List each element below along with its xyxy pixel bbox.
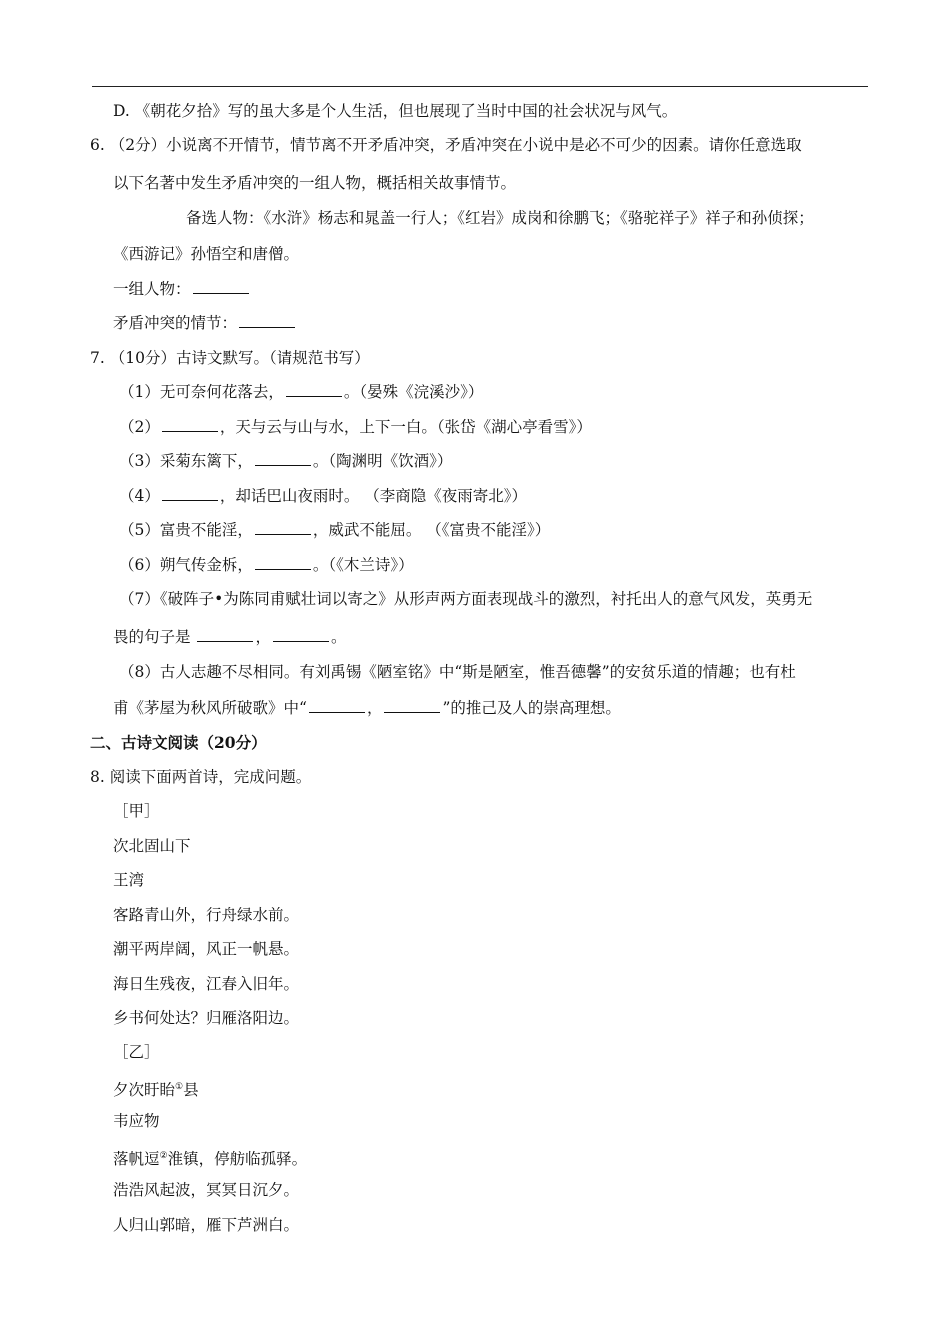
answer-blank[interactable] bbox=[309, 698, 365, 713]
poem-1-line: 客路青山外，行舟绿水前。 bbox=[113, 906, 300, 924]
answer-blank[interactable] bbox=[193, 279, 249, 294]
poem-2-title: 夕次盱眙①县 bbox=[113, 1081, 199, 1099]
answer-blank[interactable] bbox=[273, 627, 329, 642]
recite-item-7: （7）《破阵子•为陈同甫赋壮词以寄之》从形声两方面表现战斗的激烈，衬托出人的意气风发，英勇无 bbox=[119, 590, 813, 608]
recite-item-8: （8）古人志趣不尽相同。有刘禹锡《陋室铭》中“斯是陋室，惟吾德馨”的安贫乐道的情趣；也有杜 bbox=[119, 663, 796, 681]
poem-1-line: 潮平两岸阔，风正一帆悬。 bbox=[113, 940, 300, 958]
footnote-marker: ① bbox=[175, 1082, 184, 1092]
recite-item-1: （1）无可奈何花落去， 。（晏殊《浣溪沙》） bbox=[119, 383, 484, 401]
recite-item-4: （4） ，却话巴山夜雨时。 （李商隐《夜雨寄北》） bbox=[119, 487, 528, 505]
recite-item-5: （5）富贵不能淫， ，威武不能屈。 （《富贵不能淫》） bbox=[119, 521, 551, 539]
answer-blank[interactable] bbox=[255, 520, 311, 535]
question-7-stem: 7. （10分）古诗文默写。（请规范书写） bbox=[90, 349, 370, 367]
recite-item-8-cont: 甫《茅屋为秋风所破歌》中“ ， ”的推己及人的崇高理想。 bbox=[113, 699, 621, 717]
answer-plot: 矛盾冲突的情节： bbox=[113, 313, 297, 333]
answer-blank[interactable] bbox=[384, 698, 440, 713]
answer-blank[interactable] bbox=[286, 382, 342, 397]
recite-item-7-cont: 畏的句子是 ， 。 bbox=[113, 628, 347, 646]
poem-2-line: 人归山郭暗，雁下芦洲白。 bbox=[113, 1216, 300, 1234]
poem-2-author: 韦应物 bbox=[113, 1112, 160, 1130]
poem-1-line: 海日生残夜，江春入旧年。 bbox=[113, 975, 300, 993]
answer-blank[interactable] bbox=[162, 417, 218, 432]
answer-blank[interactable] bbox=[239, 313, 295, 328]
recite-item-3: （3）采菊东篱下， 。（陶渊明《饮酒》） bbox=[119, 452, 453, 470]
recite-item-6: （6）朔气传金柝， 。（《木兰诗》） bbox=[119, 556, 414, 574]
candidate-characters-cont: 《西游记》孙悟空和唐僧。 bbox=[113, 245, 300, 263]
question-6-stem: 6. （2分）小说离不开情节，情节离不开矛盾冲突，矛盾冲突在小说中是必不可少的因素。请你任意选取 bbox=[90, 136, 802, 154]
question-8-stem: 8. 阅读下面两首诗，完成问题。 bbox=[90, 768, 312, 786]
recite-item-2: （2） ，天与云与山与水，上下一白。（张岱《湖心亭看雪》） bbox=[119, 418, 592, 436]
poem-2-tag: ［乙］ bbox=[113, 1043, 160, 1061]
answer-blank[interactable] bbox=[162, 486, 218, 501]
answer-blank[interactable] bbox=[255, 451, 311, 466]
answer-characters: 一组人物： bbox=[113, 279, 251, 299]
poem-1-title: 次北固山下 bbox=[113, 837, 191, 855]
candidate-characters: 备选人物：《水浒》杨志和晁盖一行人；《红岩》成岗和徐鹏飞；《骆驼祥子》祥子和孙侦探； bbox=[186, 209, 814, 227]
footnote-marker: ② bbox=[159, 1151, 168, 1161]
poem-2-line: 浩浩风起波，冥冥日沉夕。 bbox=[113, 1181, 300, 1199]
question-6-stem-cont: 以下名著中发生矛盾冲突的一组人物，概括相关故事情节。 bbox=[113, 174, 517, 192]
poem-2-line: 落帆逗②淮镇，停舫临孤驿。 bbox=[113, 1150, 308, 1168]
section-2-heading: 二、古诗文阅读（20分） bbox=[90, 733, 267, 752]
header-rule bbox=[92, 86, 868, 87]
option-d: D. 《朝花夕拾》写的虽大多是个人生活，但也展现了当时中国的社会状况与风气。 bbox=[113, 102, 678, 120]
answer-blank[interactable] bbox=[255, 555, 311, 570]
poem-1-author: 王湾 bbox=[113, 871, 145, 889]
poem-1-line: 乡书何处达？归雁洛阳边。 bbox=[113, 1009, 300, 1027]
poem-1-tag: ［甲］ bbox=[113, 802, 160, 820]
answer-blank[interactable] bbox=[197, 627, 253, 642]
